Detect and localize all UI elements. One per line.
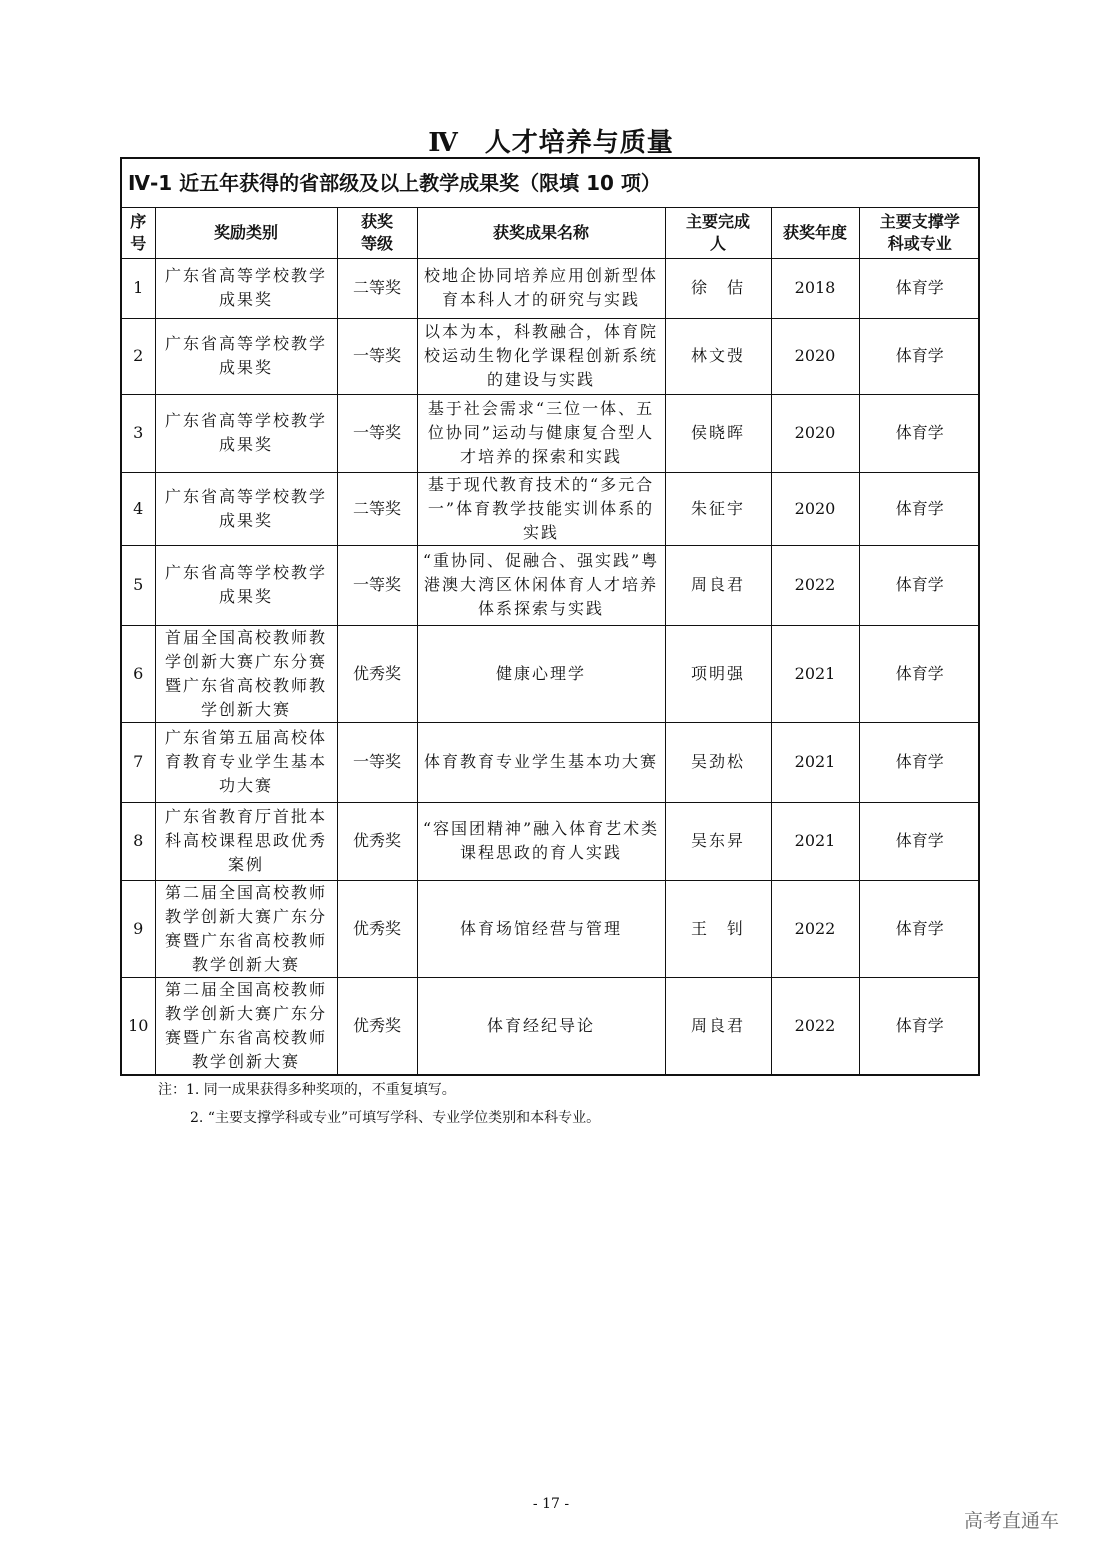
cell-discipline: 体育学	[859, 802, 980, 880]
cell-person: 侯晓晖	[665, 394, 771, 472]
page-number: - 17 -	[532, 1496, 570, 1512]
table-row	[122, 625, 980, 722]
cell-person: 项明强	[665, 625, 771, 722]
cell-person: 徐 佶	[665, 258, 771, 318]
cell-name: “容国团精神”融入体育艺术类课程思政的育人实践	[417, 802, 665, 880]
cell-name: 体育经纪导论	[417, 977, 665, 1074]
table-row	[122, 802, 980, 880]
cell-category: 广东省教育厅首批本科高校课程思政优秀案例	[155, 802, 337, 880]
cell-year: 2020	[771, 318, 859, 394]
cell-level: 一等奖	[337, 545, 417, 625]
cell-person: 吴东昇	[665, 802, 771, 880]
cell-seq: 2	[122, 318, 155, 394]
cell-level: 优秀奖	[337, 977, 417, 1074]
header-year: 获奖年度	[771, 208, 859, 258]
table-row	[122, 977, 980, 1074]
cell-category: 第二届全国高校教师教学创新大赛广东分赛暨广东省高校教师教学创新大赛	[155, 977, 337, 1074]
cell-person: 王 钊	[665, 880, 771, 977]
header-level: 获奖等级	[337, 208, 417, 258]
cell-level: 二等奖	[337, 258, 417, 318]
cell-seq: 10	[122, 977, 155, 1074]
cell-discipline: 体育学	[859, 318, 980, 394]
cell-level: 优秀奖	[337, 880, 417, 977]
cell-name: 校地企协同培养应用创新型体育本科人才的研究与实践	[417, 258, 665, 318]
cell-discipline: 体育学	[859, 977, 980, 1074]
cell-discipline: 体育学	[859, 394, 980, 472]
cell-discipline: 体育学	[859, 545, 980, 625]
table-row	[122, 880, 980, 977]
cell-level: 一等奖	[337, 318, 417, 394]
section-title-text: 人才培养与质量	[484, 128, 674, 158]
cell-person: 林文弢	[665, 318, 771, 394]
table-row	[122, 545, 980, 625]
cell-category: 第二届全国高校教师教学创新大赛广东分赛暨广东省高校教师教学创新大赛	[155, 880, 337, 977]
table-row	[122, 722, 980, 802]
cell-person: 周良君	[665, 545, 771, 625]
cell-year: 2021	[771, 802, 859, 880]
cell-year: 2021	[771, 722, 859, 802]
note-1: 注：1. 同一成果获得多种奖项的，不重复填写。	[158, 1082, 456, 1098]
cell-discipline: 体育学	[859, 880, 980, 977]
cell-name: 体育场馆经营与管理	[417, 880, 665, 977]
header-person: 主要完成人	[665, 208, 771, 258]
cell-year: 2022	[771, 545, 859, 625]
cell-person: 朱征宇	[665, 472, 771, 545]
header-seq: 序号	[122, 208, 155, 258]
table-caption: Ⅳ-1 近五年获得的省部级及以上教学成果奖（限填 10 项）	[122, 159, 978, 208]
cell-discipline: 体育学	[859, 472, 980, 545]
cell-discipline: 体育学	[859, 722, 980, 802]
cell-year: 2020	[771, 394, 859, 472]
cell-name: 基于现代教育技术的“多元合一”体育教学技能实训体系的实践	[417, 472, 665, 545]
cell-person: 周良君	[665, 977, 771, 1074]
table-row	[122, 394, 980, 472]
cell-seq: 9	[122, 880, 155, 977]
cell-name: 健康心理学	[417, 625, 665, 722]
cell-level: 一等奖	[337, 722, 417, 802]
header-discipline: 主要支撑学科或专业	[859, 208, 980, 258]
cell-name: 以本为本，科教融合，体育院校运动生物化学课程创新系统的建设与实践	[417, 318, 665, 394]
watermark-logo-text: 高考直通车	[964, 1510, 1060, 1532]
table-row	[122, 472, 980, 545]
table-row	[122, 258, 980, 318]
cell-year: 2018	[771, 258, 859, 318]
cell-seq: 1	[122, 258, 155, 318]
cell-discipline: 体育学	[859, 625, 980, 722]
table-row	[122, 318, 980, 394]
cell-seq: 5	[122, 545, 155, 625]
cell-name: 体育教育专业学生基本功大赛	[417, 722, 665, 802]
table-notes	[158, 1076, 958, 1132]
section-number: Ⅳ	[428, 128, 459, 158]
cell-category: 广东省高等学校教学成果奖	[155, 472, 337, 545]
header-category: 奖励类别	[155, 208, 337, 258]
awards-table-frame	[120, 157, 980, 1076]
cell-seq: 7	[122, 722, 155, 802]
cell-category: 广东省第五届高校体育教育专业学生基本功大赛	[155, 722, 337, 802]
note-2: 2. “主要支撑学科或专业”可填写学科、专业学位类别和本科专业。	[190, 1110, 601, 1126]
cell-year: 2022	[771, 880, 859, 977]
cell-level: 优秀奖	[337, 802, 417, 880]
cell-seq: 4	[122, 472, 155, 545]
header-name: 获奖成果名称	[417, 208, 665, 258]
cell-category: 广东省高等学校教学成果奖	[155, 545, 337, 625]
cell-level: 二等奖	[337, 472, 417, 545]
cell-year: 2021	[771, 625, 859, 722]
cell-year: 2022	[771, 977, 859, 1074]
cell-level: 优秀奖	[337, 625, 417, 722]
cell-discipline: 体育学	[859, 258, 980, 318]
awards-table	[122, 208, 980, 1074]
table-header-row	[122, 208, 980, 258]
cell-level: 一等奖	[337, 394, 417, 472]
cell-category: 首届全国高校教师教学创新大赛广东分赛暨广东省高校教师教学创新大赛	[155, 625, 337, 722]
cell-name: “重协同、促融合、强实践”粤港澳大湾区休闲体育人才培养体系探索与实践	[417, 545, 665, 625]
cell-category: 广东省高等学校教学成果奖	[155, 258, 337, 318]
cell-seq: 8	[122, 802, 155, 880]
cell-seq: 6	[122, 625, 155, 722]
cell-category: 广东省高等学校教学成果奖	[155, 394, 337, 472]
cell-seq: 3	[122, 394, 155, 472]
cell-category: 广东省高等学校教学成果奖	[155, 318, 337, 394]
cell-name: 基于社会需求“三位一体、五位协同”运动与健康复合型人才培养的探索和实践	[417, 394, 665, 472]
page-title	[0, 122, 1102, 159]
cell-person: 吴劲松	[665, 722, 771, 802]
cell-year: 2020	[771, 472, 859, 545]
table-body	[122, 258, 980, 1074]
